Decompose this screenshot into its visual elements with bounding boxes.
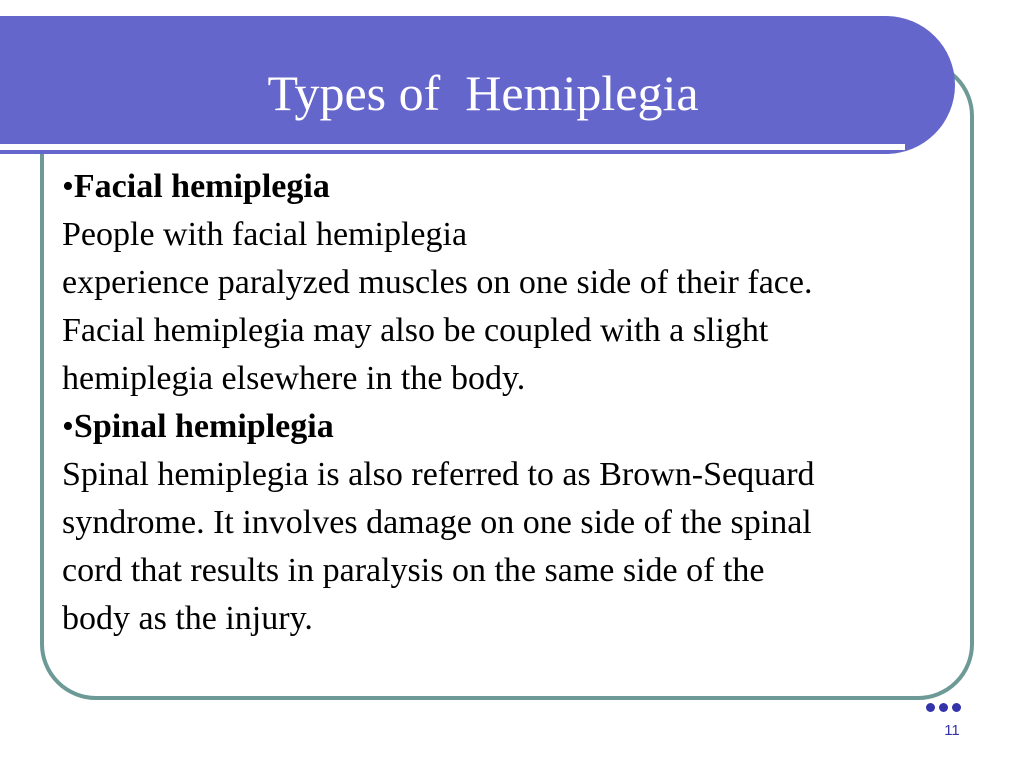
body-line: Facial hemiplegia may also be coupled with a slight: [62, 312, 769, 349]
section-heading-text: Facial hemiplegia: [73, 168, 330, 205]
body-line: Spinal hemiplegia is also referred to as Brown-Sequard: [62, 456, 815, 493]
body-line: syndrome. It involves damage on one side of the spinal: [62, 504, 812, 541]
body-line: experience paralyzed muscles on one side of their face.: [62, 264, 813, 301]
section-heading-facial: [62, 163, 962, 211]
section-heading-text: Spinal hemiplegia: [73, 408, 334, 445]
body-line: People with facial hemiplegia: [62, 216, 468, 253]
slide-title: Types of Hemiplegia: [267, 65, 699, 121]
more-dots-icon[interactable]: [926, 703, 966, 715]
slide-body: [62, 163, 962, 643]
bullet-icon: •: [62, 168, 74, 205]
body-line: body as the injury.: [62, 600, 313, 637]
dot: [952, 703, 961, 712]
page-number: 11: [944, 722, 960, 739]
title-underline: [0, 144, 905, 150]
body-line: cord that results in paralysis on the same side of the: [62, 552, 765, 589]
bullet-icon: •: [62, 408, 74, 445]
dot: [926, 703, 935, 712]
section-heading-spinal: [62, 403, 962, 451]
body-line: hemiplegia elsewhere in the body.: [62, 360, 526, 397]
dot: [939, 703, 948, 712]
